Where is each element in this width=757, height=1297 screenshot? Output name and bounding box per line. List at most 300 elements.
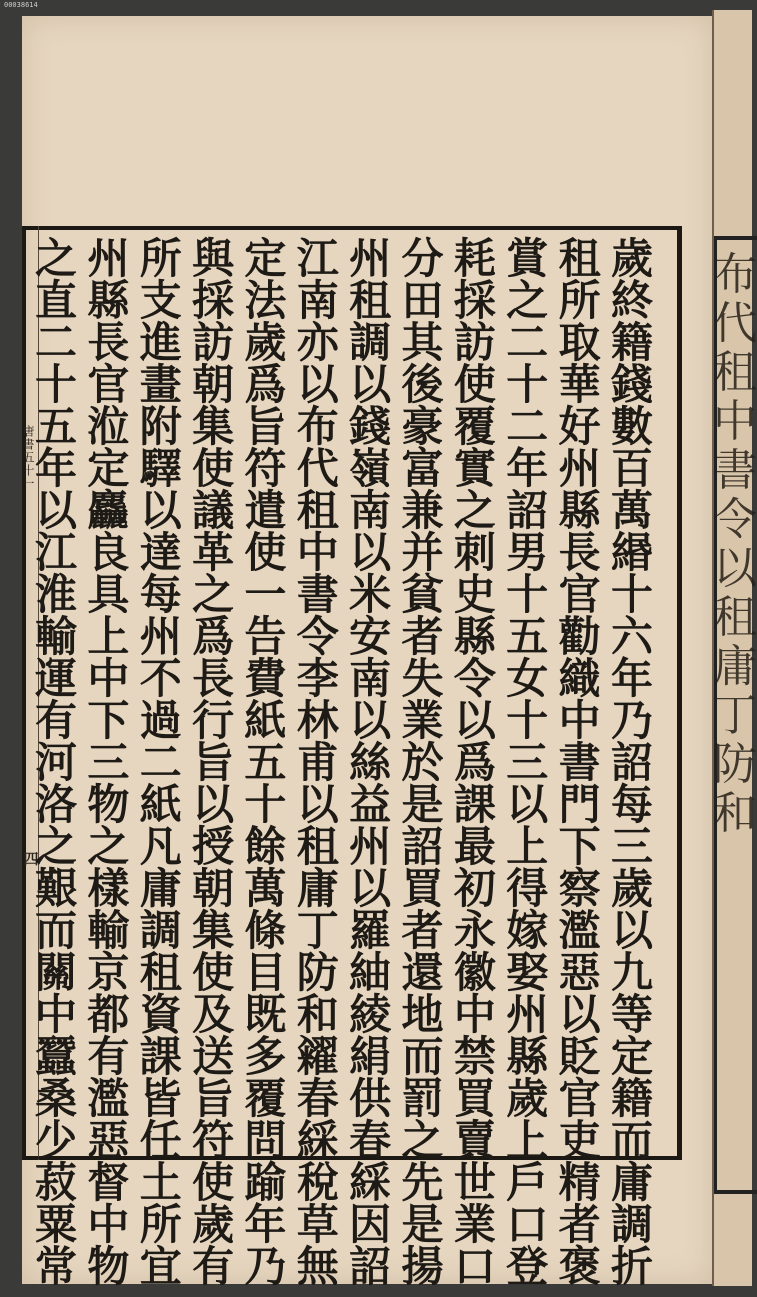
glyph: 告 xyxy=(244,612,287,661)
glyph: 調 xyxy=(610,1200,653,1249)
glyph: 每 xyxy=(610,780,653,829)
glyph: 調 xyxy=(139,906,182,955)
glyph: 租 xyxy=(713,592,757,643)
glyph: 南 xyxy=(349,486,392,535)
glyph: 書 xyxy=(558,738,601,787)
glyph: 十 xyxy=(506,696,549,745)
glyph: 籍 xyxy=(610,1074,653,1123)
glyph: 二 xyxy=(506,402,549,451)
glyph: 旨 xyxy=(192,1074,235,1123)
glyph: 田 xyxy=(401,276,444,325)
glyph: 十 xyxy=(244,780,287,829)
glyph: 錢 xyxy=(349,402,392,451)
glyph: 議 xyxy=(192,486,235,535)
glyph: 遣 xyxy=(244,486,287,535)
glyph: 州 xyxy=(506,990,549,1039)
glyph: 採 xyxy=(453,276,496,325)
glyph: 嶺 xyxy=(349,444,392,493)
glyph: 租 xyxy=(296,822,339,871)
glyph: 詔 xyxy=(506,486,549,535)
glyph: 輸 xyxy=(87,906,130,955)
glyph: 送 xyxy=(192,1032,235,1081)
next-page-edge xyxy=(712,10,757,1286)
glyph: 中 xyxy=(453,990,496,1039)
glyph: 州 xyxy=(349,822,392,871)
glyph: 李 xyxy=(296,654,339,703)
glyph: 刺 xyxy=(453,528,496,577)
glyph: 每 xyxy=(139,570,182,619)
glyph: 揚 xyxy=(401,1242,444,1291)
glyph: 行 xyxy=(192,696,235,745)
glyph: 以 xyxy=(139,486,182,535)
glyph: 資 xyxy=(139,990,182,1039)
glyph: 歲 xyxy=(244,318,287,367)
glyph: 所 xyxy=(558,276,601,325)
glyph: 稅 xyxy=(296,1158,339,1207)
glyph: 旨 xyxy=(244,402,287,451)
glyph: 官 xyxy=(87,360,130,409)
glyph: 紬 xyxy=(349,948,392,997)
glyph: 物 xyxy=(87,780,130,829)
glyph: 百 xyxy=(610,444,653,493)
glyph: 不 xyxy=(139,654,182,703)
glyph: 條 xyxy=(244,906,287,955)
glyph: 朝 xyxy=(192,864,235,913)
text-column xyxy=(292,234,344,1291)
glyph: 都 xyxy=(87,990,130,1039)
glyph: 籍 xyxy=(610,318,653,367)
glyph: 甫 xyxy=(296,738,339,787)
glyph: 過 xyxy=(139,696,182,745)
glyph: 二 xyxy=(139,738,182,787)
glyph: 以 xyxy=(453,696,496,745)
glyph: 以 xyxy=(296,360,339,409)
glyph: 令 xyxy=(296,612,339,661)
glyph: 庸 xyxy=(139,864,182,913)
glyph: 之 xyxy=(34,822,77,871)
glyph: 三 xyxy=(87,738,130,787)
glyph: 中 xyxy=(296,528,339,577)
glyph: 地 xyxy=(401,990,444,1039)
glyph: 使 xyxy=(244,528,287,577)
glyph: 濫 xyxy=(87,1074,130,1123)
glyph: 十 xyxy=(506,360,549,409)
glyph: 於 xyxy=(401,738,444,787)
glyph: 踰 xyxy=(244,1158,287,1207)
glyph: 輸 xyxy=(34,612,77,661)
glyph: 貶 xyxy=(558,1032,601,1081)
glyph: 十 xyxy=(610,570,653,619)
glyph: 所 xyxy=(139,1200,182,1249)
glyph: 長 xyxy=(87,318,130,367)
glyph: 令 xyxy=(713,494,757,545)
glyph: 中 xyxy=(558,696,601,745)
glyph: 後 xyxy=(401,360,444,409)
glyph: 紙 xyxy=(244,696,287,745)
glyph: 江 xyxy=(34,528,77,577)
glyph: 以 xyxy=(558,990,601,1039)
glyph: 以 xyxy=(506,780,549,829)
glyph: 好 xyxy=(558,402,601,451)
glyph: 蠶 xyxy=(34,1032,77,1081)
glyph: 取 xyxy=(558,318,601,367)
glyph: 江 xyxy=(296,234,339,283)
glyph: 下 xyxy=(87,696,130,745)
glyph: 與 xyxy=(192,234,235,283)
glyph: 褒 xyxy=(558,1242,601,1291)
glyph: 符 xyxy=(192,1116,235,1165)
glyph: 以 xyxy=(713,543,757,594)
glyph: 永 xyxy=(453,906,496,955)
glyph: 直 xyxy=(34,276,77,325)
glyph: 業 xyxy=(453,1200,496,1249)
glyph: 多 xyxy=(244,1032,287,1081)
glyph: 詔 xyxy=(401,822,444,871)
glyph: 運 xyxy=(34,654,77,703)
glyph: 絹 xyxy=(349,1032,392,1081)
glyph: 上 xyxy=(87,612,130,661)
glyph: 羅 xyxy=(349,906,392,955)
glyph: 紙 xyxy=(139,780,182,829)
glyph: 爲 xyxy=(453,738,496,787)
glyph: 覆 xyxy=(244,1074,287,1123)
glyph: 供 xyxy=(349,1074,392,1123)
glyph: 十 xyxy=(34,360,77,409)
text-column xyxy=(135,234,187,1291)
glyph: 年 xyxy=(244,1200,287,1249)
text-column xyxy=(397,234,449,1291)
glyph: 察 xyxy=(558,864,601,913)
glyph: 登 xyxy=(506,1242,549,1291)
glyph: 租 xyxy=(139,948,182,997)
glyph: 者 xyxy=(401,906,444,955)
glyph: 口 xyxy=(506,1200,549,1249)
glyph: 林 xyxy=(296,696,339,745)
glyph: 中 xyxy=(87,1200,130,1249)
glyph: 九 xyxy=(610,948,653,997)
glyph: 糴 xyxy=(296,1032,339,1081)
glyph: 麤 xyxy=(87,486,130,535)
glyph: 豪 xyxy=(401,402,444,451)
glyph: 綵 xyxy=(296,1116,339,1165)
glyph: 三 xyxy=(506,738,549,787)
glyph: 萬 xyxy=(610,486,653,535)
glyph: 賣 xyxy=(453,1116,496,1165)
glyph: 草 xyxy=(296,1200,339,1249)
scan-id-label: 00038614 xyxy=(4,1,38,9)
text-column xyxy=(344,234,396,1291)
glyph: 縣 xyxy=(506,1032,549,1081)
glyph: 口 xyxy=(453,1242,496,1291)
glyph: 女 xyxy=(506,654,549,703)
glyph: 以 xyxy=(34,486,77,535)
glyph: 華 xyxy=(558,360,601,409)
glyph: 三 xyxy=(610,822,653,871)
glyph: 絲 xyxy=(349,738,392,787)
glyph: 有 xyxy=(87,1032,130,1081)
glyph: 精 xyxy=(558,1158,601,1207)
glyph: 庸 xyxy=(296,864,339,913)
glyph: 關 xyxy=(34,948,77,997)
glyph: 上 xyxy=(506,1116,549,1165)
glyph: 物 xyxy=(87,1242,130,1291)
glyph: 凡 xyxy=(139,822,182,871)
glyph: 良 xyxy=(87,528,130,577)
glyph: 益 xyxy=(349,780,392,829)
glyph: 業 xyxy=(401,696,444,745)
glyph: 乃 xyxy=(610,696,653,745)
glyph: 和 xyxy=(296,990,339,1039)
glyph: 庸 xyxy=(713,641,757,692)
glyph: 涖 xyxy=(87,402,130,451)
glyph: 失 xyxy=(401,654,444,703)
glyph: 先 xyxy=(401,1158,444,1207)
glyph: 一 xyxy=(244,570,287,619)
glyph: 使 xyxy=(453,360,496,409)
glyph: 書 xyxy=(713,445,757,496)
glyph: 而 xyxy=(401,1032,444,1081)
glyph: 錢 xyxy=(610,360,653,409)
glyph: 縣 xyxy=(87,276,130,325)
glyph: 菽 xyxy=(34,1158,77,1207)
glyph: 定 xyxy=(610,1032,653,1081)
glyph: 還 xyxy=(401,948,444,997)
glyph: 史 xyxy=(453,570,496,619)
glyph: 初 xyxy=(453,864,496,913)
glyph: 世 xyxy=(453,1158,496,1207)
glyph: 支 xyxy=(139,276,182,325)
glyph: 京 xyxy=(87,948,130,997)
glyph: 長 xyxy=(192,654,235,703)
glyph: 買 xyxy=(453,1074,496,1123)
glyph: 折 xyxy=(610,1242,653,1291)
glyph: 樣 xyxy=(87,864,130,913)
glyph: 綾 xyxy=(349,990,392,1039)
glyph: 丁 xyxy=(713,690,757,741)
glyph: 以 xyxy=(192,780,235,829)
glyph: 五 xyxy=(34,402,77,451)
glyph: 買 xyxy=(401,864,444,913)
glyph: 租 xyxy=(713,347,757,398)
glyph: 吏 xyxy=(558,1116,601,1165)
glyph: 而 xyxy=(34,906,77,955)
glyph: 有 xyxy=(34,696,77,745)
glyph: 十 xyxy=(506,570,549,619)
glyph: 採 xyxy=(192,276,235,325)
glyph: 得 xyxy=(506,864,549,913)
glyph: 中 xyxy=(713,396,757,447)
glyph: 春 xyxy=(296,1074,339,1123)
glyph: 萬 xyxy=(244,864,287,913)
glyph: 縣 xyxy=(558,486,601,535)
glyph: 勸 xyxy=(558,612,601,661)
glyph: 綵 xyxy=(349,1158,392,1207)
glyph: 織 xyxy=(558,654,601,703)
glyph: 具 xyxy=(87,570,130,619)
glyph: 戶 xyxy=(506,1158,549,1207)
text-column xyxy=(187,234,239,1291)
glyph: 無 xyxy=(296,1242,339,1291)
glyph: 男 xyxy=(506,528,549,577)
glyph: 乃 xyxy=(244,1242,287,1291)
glyph: 二 xyxy=(506,318,549,367)
glyph: 者 xyxy=(558,1200,601,1249)
glyph: 南 xyxy=(296,276,339,325)
glyph: 租 xyxy=(296,486,339,535)
glyph: 旨 xyxy=(192,738,235,787)
glyph: 之 xyxy=(87,822,130,871)
glyph: 者 xyxy=(401,612,444,661)
glyph: 并 xyxy=(401,528,444,577)
glyph: 徽 xyxy=(453,948,496,997)
glyph: 耗 xyxy=(453,234,496,283)
glyph: 定 xyxy=(244,234,287,283)
glyph: 分 xyxy=(401,234,444,283)
glyph: 定 xyxy=(87,444,130,493)
glyph: 賞 xyxy=(506,234,549,283)
glyph: 課 xyxy=(453,780,496,829)
glyph: 目 xyxy=(244,948,287,997)
glyph: 五 xyxy=(244,738,287,787)
glyph: 訪 xyxy=(453,318,496,367)
text-column xyxy=(30,234,82,1291)
glyph: 課 xyxy=(139,1032,182,1081)
glyph: 等 xyxy=(610,990,653,1039)
glyph: 桑 xyxy=(34,1074,77,1123)
text-column xyxy=(449,234,501,1291)
glyph: 租 xyxy=(558,234,601,283)
glyph: 五 xyxy=(506,612,549,661)
glyph: 集 xyxy=(192,402,235,451)
glyph: 皆 xyxy=(139,1074,182,1123)
glyph: 防 xyxy=(296,948,339,997)
glyph: 年 xyxy=(34,444,77,493)
glyph: 淮 xyxy=(34,570,77,619)
glyph: 調 xyxy=(349,318,392,367)
glyph: 布 xyxy=(713,249,757,300)
glyph: 以 xyxy=(610,906,653,955)
glyph: 和 xyxy=(713,788,757,839)
glyph: 問 xyxy=(244,1116,287,1165)
glyph: 縣 xyxy=(453,612,496,661)
glyph: 餘 xyxy=(244,822,287,871)
glyph: 是 xyxy=(401,780,444,829)
glyph: 所 xyxy=(139,234,182,283)
glyph: 授 xyxy=(192,822,235,871)
glyph: 安 xyxy=(349,612,392,661)
glyph: 春 xyxy=(349,1116,392,1165)
glyph: 少 xyxy=(34,1116,77,1165)
glyph: 爲 xyxy=(244,360,287,409)
glyph: 艱 xyxy=(34,864,77,913)
glyph: 歲 xyxy=(506,1074,549,1123)
glyph: 惡 xyxy=(558,948,601,997)
glyph: 費 xyxy=(244,654,287,703)
glyph: 年 xyxy=(610,654,653,703)
glyph: 以 xyxy=(349,528,392,577)
glyph: 土 xyxy=(139,1158,182,1207)
glyph: 娶 xyxy=(506,948,549,997)
glyph: 訪 xyxy=(192,318,235,367)
glyph: 令 xyxy=(453,654,496,703)
margin-title: 唐書五十一 xyxy=(21,425,35,490)
glyph: 布 xyxy=(296,402,339,451)
glyph: 其 xyxy=(401,318,444,367)
glyph: 六 xyxy=(610,612,653,661)
glyph: 長 xyxy=(558,528,601,577)
glyph: 以 xyxy=(296,780,339,829)
glyph: 代 xyxy=(296,444,339,493)
glyph: 實 xyxy=(453,444,496,493)
glyph: 書 xyxy=(296,570,339,619)
glyph: 貧 xyxy=(401,570,444,619)
glyph: 下 xyxy=(558,822,601,871)
glyph: 因 xyxy=(349,1200,392,1249)
glyph: 州 xyxy=(87,234,130,283)
glyph: 以 xyxy=(349,360,392,409)
glyph: 法 xyxy=(244,276,287,325)
text-column xyxy=(501,234,553,1291)
text-column xyxy=(239,234,291,1291)
glyph: 而 xyxy=(610,1116,653,1165)
text-column xyxy=(554,234,606,1291)
glyph: 二 xyxy=(34,318,77,367)
glyph: 中 xyxy=(87,654,130,703)
glyph: 禁 xyxy=(453,1032,496,1081)
glyph: 富 xyxy=(401,444,444,493)
glyph: 常 xyxy=(34,1242,77,1291)
glyph: 進 xyxy=(139,318,182,367)
glyph: 終 xyxy=(610,276,653,325)
glyph: 覆 xyxy=(453,402,496,451)
glyph: 詔 xyxy=(610,738,653,787)
text-body xyxy=(30,234,658,1291)
glyph: 數 xyxy=(610,402,653,451)
glyph: 門 xyxy=(558,780,601,829)
glyph: 朝 xyxy=(192,360,235,409)
glyph: 官 xyxy=(558,570,601,619)
glyph: 之 xyxy=(506,276,549,325)
glyph: 亦 xyxy=(296,318,339,367)
glyph: 革 xyxy=(192,528,235,577)
glyph: 使 xyxy=(192,1158,235,1207)
glyph: 畫 xyxy=(139,360,182,409)
glyph: 州 xyxy=(558,444,601,493)
glyph: 宜 xyxy=(139,1242,182,1291)
glyph: 之 xyxy=(401,1116,444,1165)
glyph: 爲 xyxy=(192,612,235,661)
glyph: 以 xyxy=(349,864,392,913)
glyph: 既 xyxy=(244,990,287,1039)
glyph: 米 xyxy=(349,570,392,619)
glyph: 洛 xyxy=(34,780,77,829)
glyph: 惡 xyxy=(87,1116,130,1165)
glyph: 督 xyxy=(87,1158,130,1207)
glyph: 歲 xyxy=(192,1200,235,1249)
glyph: 上 xyxy=(506,822,549,871)
glyph: 州 xyxy=(349,234,392,283)
glyph: 中 xyxy=(34,990,77,1039)
glyph: 租 xyxy=(349,276,392,325)
glyph: 河 xyxy=(34,738,77,787)
glyph: 歲 xyxy=(610,234,653,283)
glyph: 是 xyxy=(401,1200,444,1249)
text-column xyxy=(82,234,134,1291)
glyph: 粟 xyxy=(34,1200,77,1249)
glyph: 年 xyxy=(506,444,549,493)
glyph: 附 xyxy=(139,402,182,451)
glyph: 歲 xyxy=(610,864,653,913)
